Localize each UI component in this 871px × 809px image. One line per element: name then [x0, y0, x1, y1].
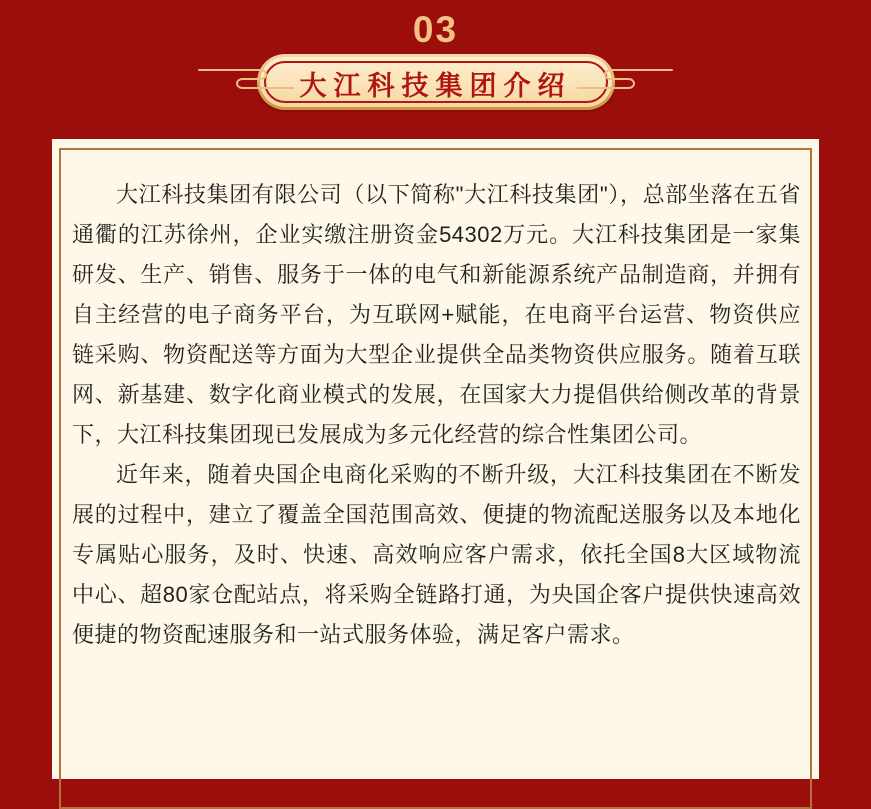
section-title: 大江科技集团介绍 [299, 71, 572, 101]
badge-inner-frame [260, 57, 612, 107]
content-card [52, 139, 819, 779]
cloud-flourish-left-icon [198, 66, 294, 92]
section-title-badge [257, 54, 615, 110]
section-header [0, 9, 871, 110]
section-title-row [0, 54, 871, 110]
card-body-text [52, 139, 819, 655]
intro-paragraph: 大江科技集团有限公司（以下简称"大江科技集团"），总部坐落在五省通衢的江苏徐州，企业实缴注册资金54302万元。大江科技集团是一家集研发、生产、销售、服务于一体的电气和新能源系统产品制造商，并拥有自主经营的电子商务平台，为互联网+赋能，在电商平台运营、物资供应链采购、物资配送等方面为大型企业提供全品类物资供应服务。随着互联网、新基建、数字化商业模式的发展，在国家大力提倡供给侧改革的背景下，大江科技集团现已发展成为多元化经营的综合性集团公司。 [72, 182, 801, 447]
cloud-flourish-right-icon [577, 66, 673, 92]
section-number: 03 [412, 9, 459, 50]
recent-development-paragraph: 近年来，随着央国企电商化采购的不断升级，大江科技集团在不断发展的过程中，建立了覆盖全国范围高效、便捷的物流配送服务以及本地化专属贴心服务，及时、快速、高效响应客户需求，依托全国8大区域物流中心、超80家仓配站点，将采购全链路打通，为央国企客户提供快速高效便捷的物资配速服务和一站式服务体验，满足客户需求。 [72, 462, 801, 647]
badge-red-ring [264, 61, 608, 103]
